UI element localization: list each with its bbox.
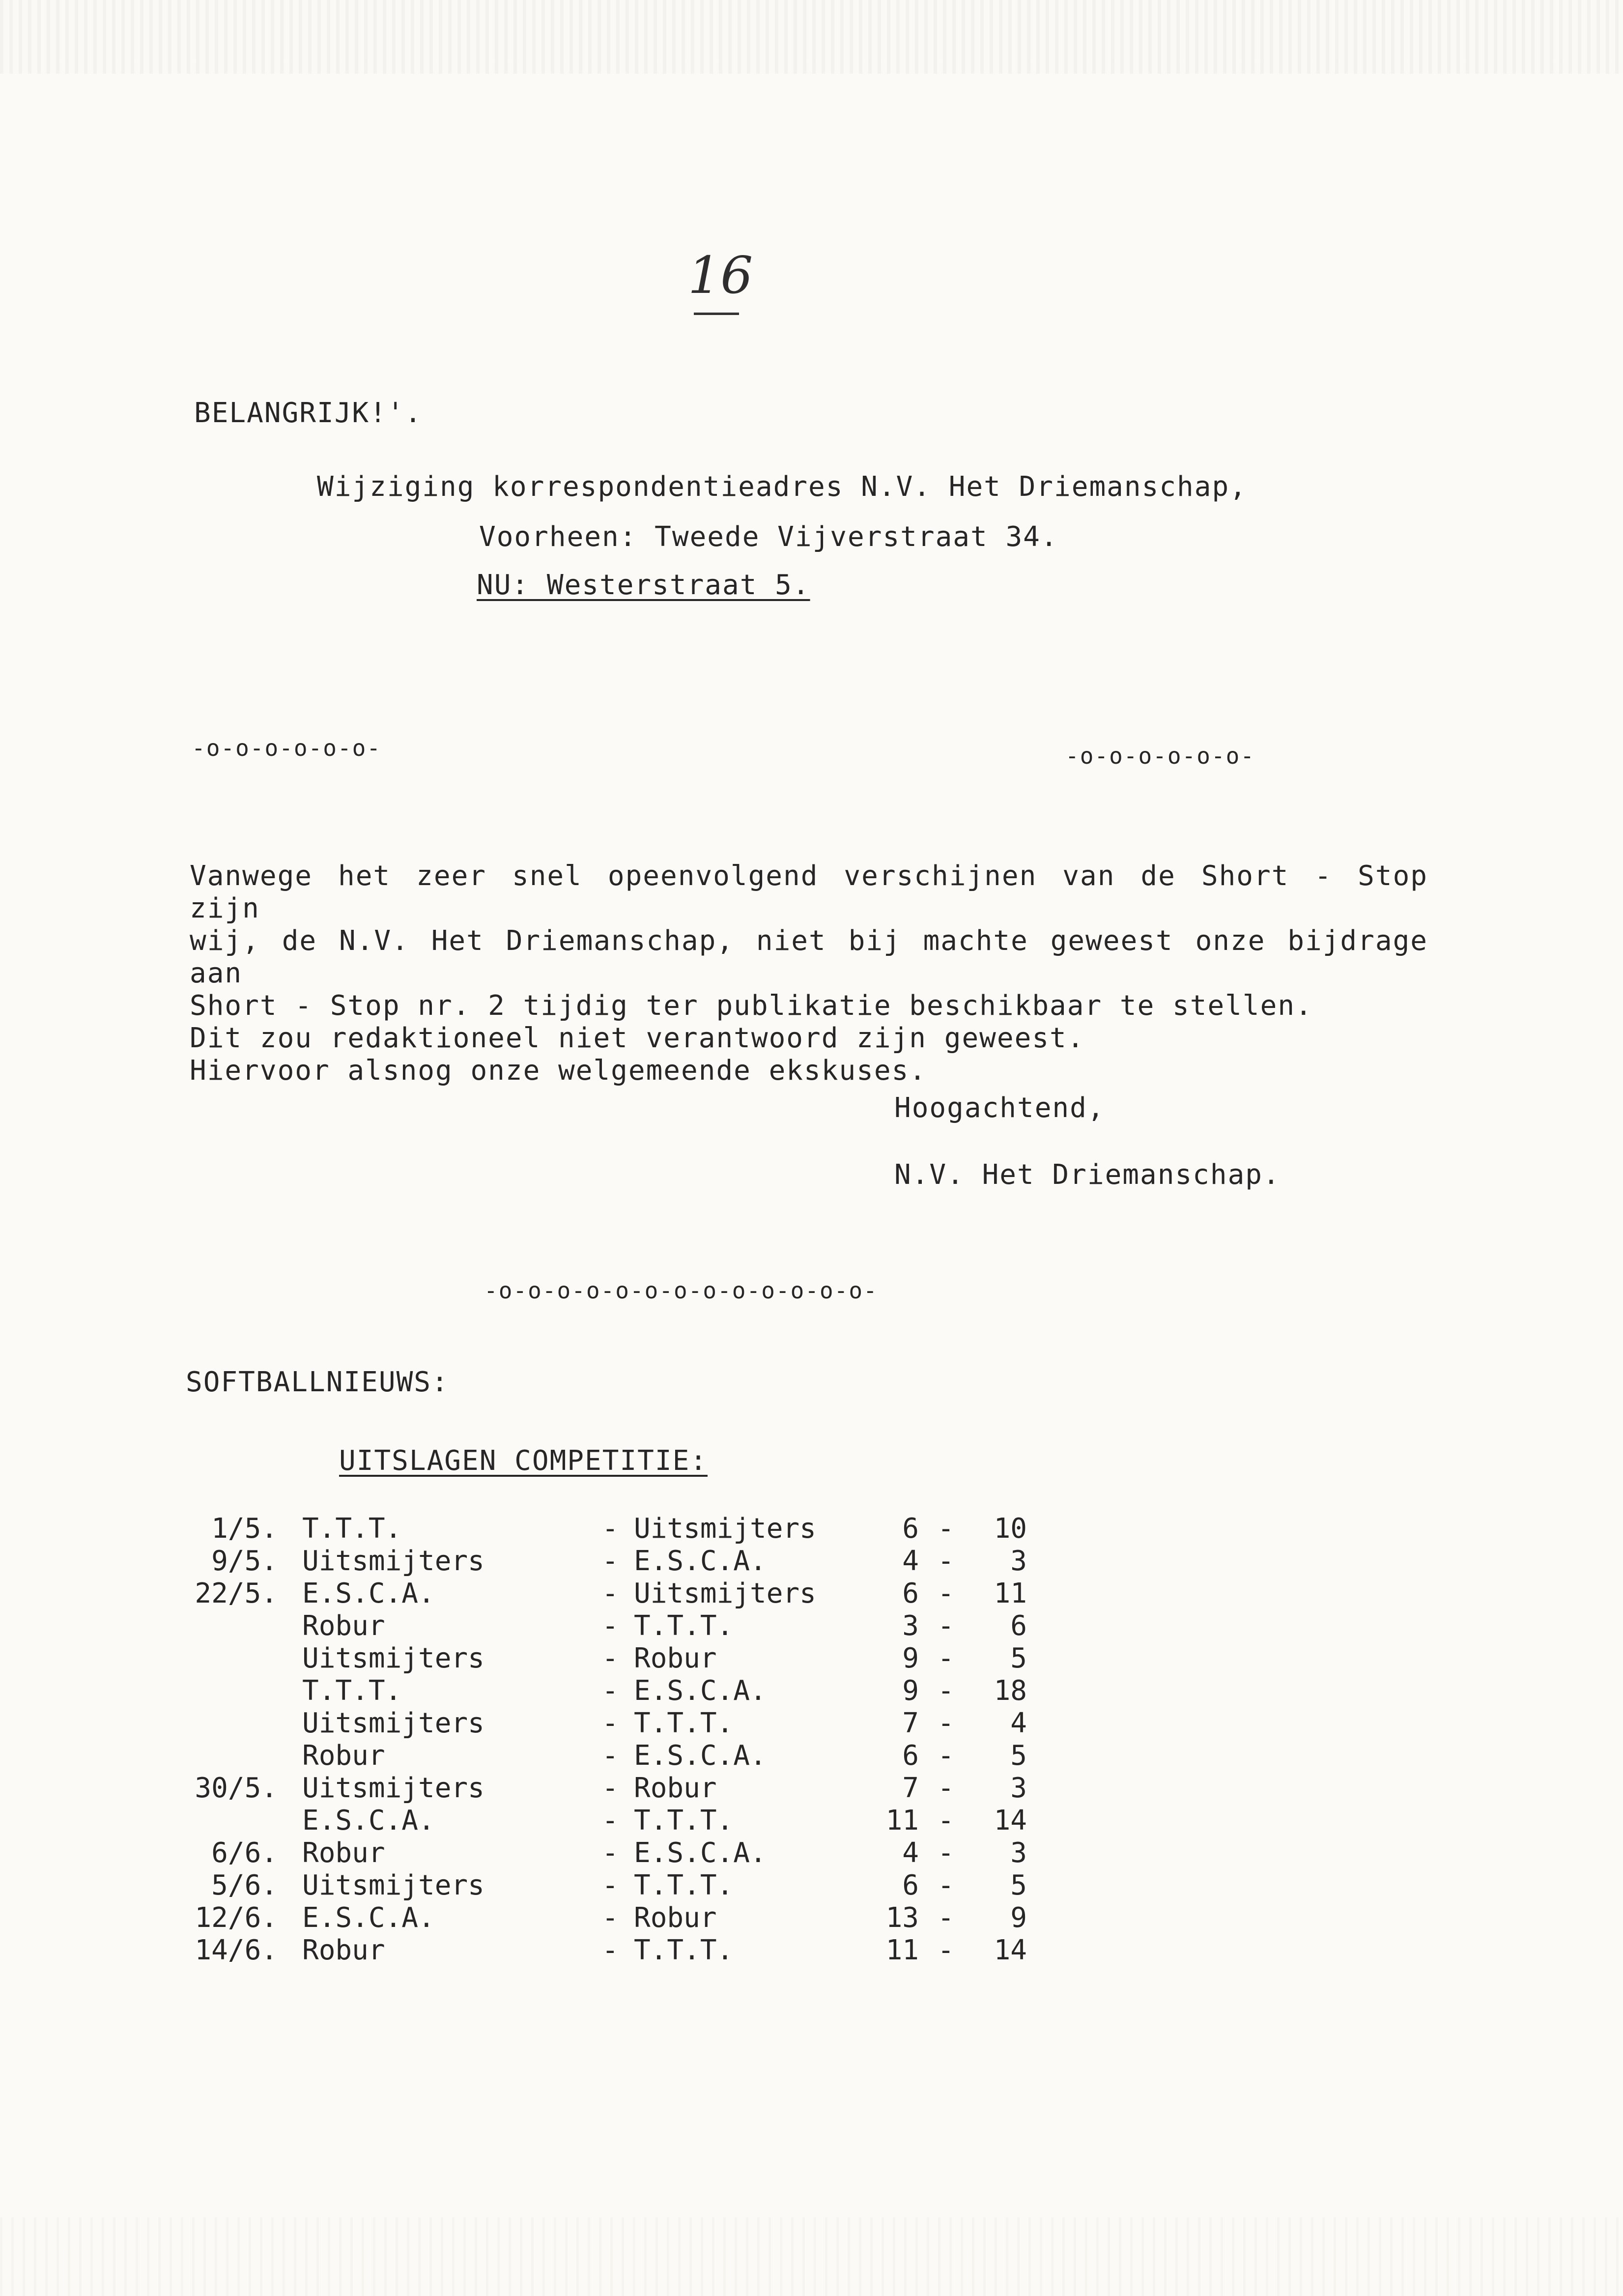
result-score-separator: - [938, 1869, 954, 1901]
result-home-score: 4 [902, 1545, 919, 1577]
result-home-team: Uitsmijters [302, 1545, 484, 1577]
result-away-team: Robur [634, 1772, 717, 1804]
result-date: 12/6. [195, 1902, 278, 1934]
result-row [162, 1869, 1027, 1902]
result-team-separator: - [602, 1578, 619, 1609]
result-away-team: T.T.T. [634, 1707, 734, 1739]
result-away-score: 5 [1010, 1869, 1027, 1901]
result-home-score: 6 [902, 1869, 919, 1901]
result-row [162, 1902, 1027, 1934]
result-away-score: 5 [1010, 1740, 1027, 1772]
result-score-separator: - [938, 1934, 954, 1966]
result-score-separator: - [938, 1805, 954, 1837]
result-row [162, 1642, 1027, 1675]
result-home-score: 13 [885, 1902, 919, 1934]
result-team-separator: - [602, 1934, 619, 1966]
paragraph-line-1: Vanwege het zeer snel opeenvolgend verschijnen van de Short - Stop zijn [190, 860, 1428, 924]
result-score-separator: - [938, 1545, 954, 1577]
result-row [162, 1707, 1027, 1740]
notice-line-2: Voorheen: Tweede Vijverstraat 34. [479, 521, 1058, 553]
result-away-score: 3 [1010, 1545, 1027, 1577]
result-home-score: 6 [902, 1740, 919, 1772]
apology-paragraph [190, 860, 1428, 1087]
result-home-score: 6 [902, 1578, 919, 1609]
result-date: 14/6. [195, 1934, 278, 1966]
result-home-score: 11 [885, 1934, 919, 1966]
scan-noise-bottom [0, 2217, 1623, 2296]
results-table-body [162, 1513, 1027, 1967]
result-away-score: 9 [1010, 1902, 1027, 1934]
result-away-score: 14 [994, 1805, 1027, 1837]
result-home-team: T.T.T. [302, 1513, 402, 1545]
result-away-team: T.T.T. [634, 1934, 734, 1966]
result-away-score: 11 [994, 1578, 1027, 1609]
result-home-score: 11 [885, 1805, 919, 1837]
result-home-team: E.S.C.A. [302, 1578, 435, 1609]
result-team-separator: - [602, 1675, 619, 1707]
result-home-score: 7 [902, 1707, 919, 1739]
result-home-score: 6 [902, 1513, 919, 1545]
result-home-team: Uitsmijters [302, 1869, 484, 1901]
paragraph-line-3: Short - Stop nr. 2 tijdig ter publikatie beschikbaar te stellen. [190, 990, 1313, 1022]
notice-line-1: Wijziging korrespondentieadres N.V. Het Driemanschap, [317, 471, 1247, 503]
scan-noise-top [0, 0, 1623, 74]
notice-line-3: NU: Westerstraat 5. [477, 569, 810, 601]
closing-greeting: Hoogachtend, [894, 1092, 1105, 1124]
result-team-separator: - [602, 1610, 619, 1642]
result-score-separator: - [938, 1740, 954, 1772]
result-date: 30/5. [195, 1772, 278, 1804]
result-away-score: 18 [994, 1675, 1027, 1707]
result-date [162, 1675, 302, 1707]
section-title: SOFTBALLNIEUWS: [186, 1366, 449, 1398]
result-away-score: 6 [1010, 1610, 1027, 1642]
result-home-score: 3 [902, 1610, 919, 1642]
result-score-separator: - [938, 1642, 954, 1674]
result-team-separator: - [602, 1513, 619, 1545]
result-date [162, 1740, 302, 1772]
result-home-team: Robur [302, 1837, 385, 1869]
result-away-team: Uitsmijters [634, 1513, 816, 1545]
result-row [162, 1610, 1027, 1642]
separator-long: -o-o-o-o-o-o-o-o-o-o-o-o-o- [484, 1277, 878, 1304]
result-away-team: Uitsmijters [634, 1578, 816, 1609]
result-date [162, 1707, 302, 1740]
result-row [162, 1934, 1027, 1967]
result-date [162, 1805, 302, 1837]
result-team-separator: - [602, 1805, 619, 1837]
result-away-score: 4 [1010, 1707, 1027, 1739]
result-date: 9/5. [211, 1545, 278, 1577]
paragraph-line-2: wij, de N.V. Het Driemanschap, niet bij machte geweest onze bijdrage aan [190, 925, 1428, 989]
result-row [162, 1837, 1027, 1869]
result-score-separator: - [938, 1513, 954, 1545]
result-away-team: T.T.T. [634, 1805, 734, 1837]
result-away-team: E.S.C.A. [634, 1675, 767, 1707]
result-team-separator: - [602, 1642, 619, 1674]
result-home-team: Uitsmijters [302, 1642, 484, 1674]
result-date [162, 1610, 302, 1642]
result-home-score: 9 [902, 1675, 919, 1707]
separator-right: -o-o-o-o-o-o- [1065, 743, 1255, 769]
result-away-score: 3 [1010, 1772, 1027, 1804]
result-away-team: Robur [634, 1642, 717, 1674]
result-home-team: Robur [302, 1740, 385, 1772]
result-row [162, 1545, 1027, 1578]
result-home-team: T.T.T. [302, 1675, 402, 1707]
result-away-score: 3 [1010, 1837, 1027, 1869]
result-team-separator: - [602, 1837, 619, 1869]
result-row [162, 1805, 1027, 1837]
result-row [162, 1772, 1027, 1805]
result-home-team: Robur [302, 1934, 385, 1966]
separator-left: -o-o-o-o-o-o- [192, 735, 382, 761]
result-score-separator: - [938, 1902, 954, 1934]
result-home-score: 9 [902, 1642, 919, 1674]
page-number: 16 [688, 245, 753, 305]
result-away-score: 10 [994, 1513, 1027, 1545]
result-home-score: 7 [902, 1772, 919, 1804]
result-date: 1/5. [211, 1513, 278, 1545]
results-table [162, 1513, 1027, 1967]
closing-signature: N.V. Het Driemanschap. [894, 1159, 1281, 1191]
result-home-score: 4 [902, 1837, 919, 1869]
result-row [162, 1675, 1027, 1707]
result-home-team: Uitsmijters [302, 1707, 484, 1739]
header-title: BELANGRIJK!'. [194, 397, 423, 429]
result-date: 6/6. [211, 1837, 278, 1869]
result-home-team: E.S.C.A. [302, 1805, 435, 1837]
result-home-team: E.S.C.A. [302, 1902, 435, 1934]
result-away-team: T.T.T. [634, 1869, 734, 1901]
page-number-underline [694, 313, 739, 315]
result-score-separator: - [938, 1578, 954, 1609]
result-date [162, 1642, 302, 1675]
result-away-team: E.S.C.A. [634, 1837, 767, 1869]
result-score-separator: - [938, 1837, 954, 1869]
result-home-team: Uitsmijters [302, 1772, 484, 1804]
result-away-team: Robur [634, 1902, 717, 1934]
result-away-team: E.S.C.A. [634, 1740, 767, 1772]
result-away-team: E.S.C.A. [634, 1545, 767, 1577]
result-team-separator: - [602, 1707, 619, 1739]
result-score-separator: - [938, 1772, 954, 1804]
result-team-separator: - [602, 1740, 619, 1772]
result-away-score: 5 [1010, 1642, 1027, 1674]
paragraph-line-5: Hiervoor alsnog onze welgemeende ekskuses. [190, 1055, 927, 1087]
result-team-separator: - [602, 1869, 619, 1901]
result-date: 5/6. [211, 1869, 278, 1901]
result-date: 22/5. [195, 1578, 278, 1609]
result-away-team: T.T.T. [634, 1610, 734, 1642]
result-row [162, 1513, 1027, 1545]
paragraph-line-4: Dit zou redaktioneel niet verantwoord zijn geweest. [190, 1022, 1085, 1054]
result-away-score: 14 [994, 1934, 1027, 1966]
section-subtitle: UITSLAGEN COMPETITIE: [339, 1445, 708, 1477]
result-row [162, 1578, 1027, 1610]
result-score-separator: - [938, 1707, 954, 1739]
result-team-separator: - [602, 1545, 619, 1577]
result-row [162, 1740, 1027, 1772]
result-team-separator: - [602, 1772, 619, 1804]
result-home-team: Robur [302, 1610, 385, 1642]
result-team-separator: - [602, 1902, 619, 1934]
result-score-separator: - [938, 1610, 954, 1642]
result-score-separator: - [938, 1675, 954, 1707]
